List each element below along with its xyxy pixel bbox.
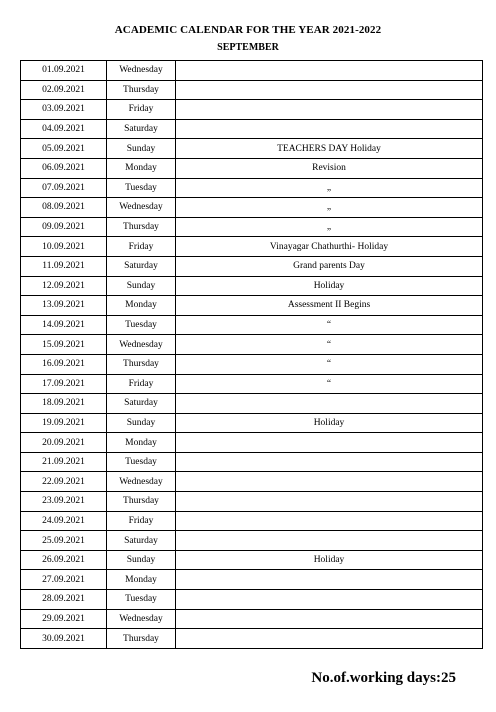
event-cell: „ [176,178,483,198]
event-cell: Assessment II Begins [176,296,483,316]
table-row [21,100,483,120]
day-cell: Sunday [107,139,176,159]
date-cell: 11.09.2021 [21,256,107,276]
event-cell: “ [176,315,483,335]
day-cell: Wednesday [107,472,176,492]
date-cell: 17.09.2021 [21,374,107,394]
date-cell: 26.09.2021 [21,550,107,570]
date-cell: 20.09.2021 [21,433,107,453]
date-cell: 13.09.2021 [21,296,107,316]
table-row [21,550,483,570]
table-row [21,198,483,218]
day-cell: Monday [107,570,176,590]
day-cell: Sunday [107,413,176,433]
date-cell: 09.09.2021 [21,217,107,237]
date-cell: 22.09.2021 [21,472,107,492]
table-row [21,413,483,433]
date-cell: 07.09.2021 [21,178,107,198]
table-row [21,570,483,590]
day-cell: Saturday [107,119,176,139]
event-cell [176,394,483,414]
event-cell: “ [176,354,483,374]
table-row [21,296,483,316]
day-cell: Tuesday [107,452,176,472]
date-cell: 30.09.2021 [21,629,107,649]
day-cell: Thursday [107,629,176,649]
day-cell: Saturday [107,256,176,276]
calendar-table [20,60,483,649]
event-cell [176,531,483,551]
date-cell: 03.09.2021 [21,100,107,120]
table-row [21,452,483,472]
table-row [21,276,483,296]
event-cell: TEACHERS DAY Holiday [176,139,483,159]
date-cell: 05.09.2021 [21,139,107,159]
table-row [21,139,483,159]
day-cell: Friday [107,237,176,257]
day-cell: Wednesday [107,198,176,218]
event-cell [176,590,483,610]
table-row [21,472,483,492]
day-cell: Tuesday [107,315,176,335]
day-cell: Monday [107,296,176,316]
event-cell: Holiday [176,413,483,433]
date-cell: 18.09.2021 [21,394,107,414]
day-cell: Friday [107,100,176,120]
date-cell: 06.09.2021 [21,158,107,178]
table-row [21,531,483,551]
table-row [21,354,483,374]
table-row [21,335,483,355]
event-cell [176,452,483,472]
event-cell [176,511,483,531]
day-cell: Thursday [107,492,176,512]
event-cell [176,100,483,120]
date-cell: 04.09.2021 [21,119,107,139]
table-row [21,158,483,178]
day-cell: Monday [107,433,176,453]
day-cell: Wednesday [107,609,176,629]
date-cell: 25.09.2021 [21,531,107,551]
day-cell: Friday [107,374,176,394]
day-cell: Tuesday [107,178,176,198]
date-cell: 23.09.2021 [21,492,107,512]
day-cell: Friday [107,511,176,531]
day-cell: Wednesday [107,335,176,355]
date-cell: 15.09.2021 [21,335,107,355]
day-cell: Saturday [107,531,176,551]
event-cell: Vinayagar Chathurthi- Holiday [176,237,483,257]
day-cell: Monday [107,158,176,178]
event-cell [176,629,483,649]
table-row [21,609,483,629]
table-row [21,590,483,610]
day-cell: Sunday [107,550,176,570]
day-cell: Saturday [107,394,176,414]
calendar-body [21,61,483,649]
event-cell [176,80,483,100]
event-cell: Grand parents Day [176,256,483,276]
date-cell: 02.09.2021 [21,80,107,100]
event-cell: “ [176,374,483,394]
table-row [21,237,483,257]
date-cell: 28.09.2021 [21,590,107,610]
event-cell: „ [176,217,483,237]
event-cell: Holiday [176,276,483,296]
table-row [21,61,483,81]
day-cell: Sunday [107,276,176,296]
event-cell [176,472,483,492]
date-cell: 01.09.2021 [21,61,107,81]
date-cell: 21.09.2021 [21,452,107,472]
day-cell: Thursday [107,80,176,100]
event-cell [176,119,483,139]
table-row [21,217,483,237]
table-row [21,80,483,100]
table-row [21,119,483,139]
day-cell: Tuesday [107,590,176,610]
working-days-summary: No.of.working days:25 [311,670,456,686]
event-cell: „ [176,198,483,218]
table-row [21,629,483,649]
date-cell: 27.09.2021 [21,570,107,590]
date-cell: 08.09.2021 [21,198,107,218]
month-heading: SEPTEMBER [217,42,279,53]
date-cell: 16.09.2021 [21,354,107,374]
table-row [21,394,483,414]
day-cell: Thursday [107,217,176,237]
table-row [21,178,483,198]
date-cell: 10.09.2021 [21,237,107,257]
event-cell [176,492,483,512]
date-cell: 29.09.2021 [21,609,107,629]
event-cell [176,61,483,81]
event-cell [176,570,483,590]
table-row [21,374,483,394]
table-row [21,315,483,335]
table-row [21,256,483,276]
date-cell: 12.09.2021 [21,276,107,296]
table-row [21,433,483,453]
date-cell: 14.09.2021 [21,315,107,335]
day-cell: Thursday [107,354,176,374]
page-title: ACADEMIC CALENDAR FOR THE YEAR 2021-2022 [114,24,382,36]
day-cell: Wednesday [107,61,176,81]
event-cell [176,609,483,629]
date-cell: 19.09.2021 [21,413,107,433]
event-cell: “ [176,335,483,355]
event-cell [176,433,483,453]
date-cell: 24.09.2021 [21,511,107,531]
event-cell: Revision [176,158,483,178]
table-row [21,492,483,512]
table-row [21,511,483,531]
event-cell: Holiday [176,550,483,570]
